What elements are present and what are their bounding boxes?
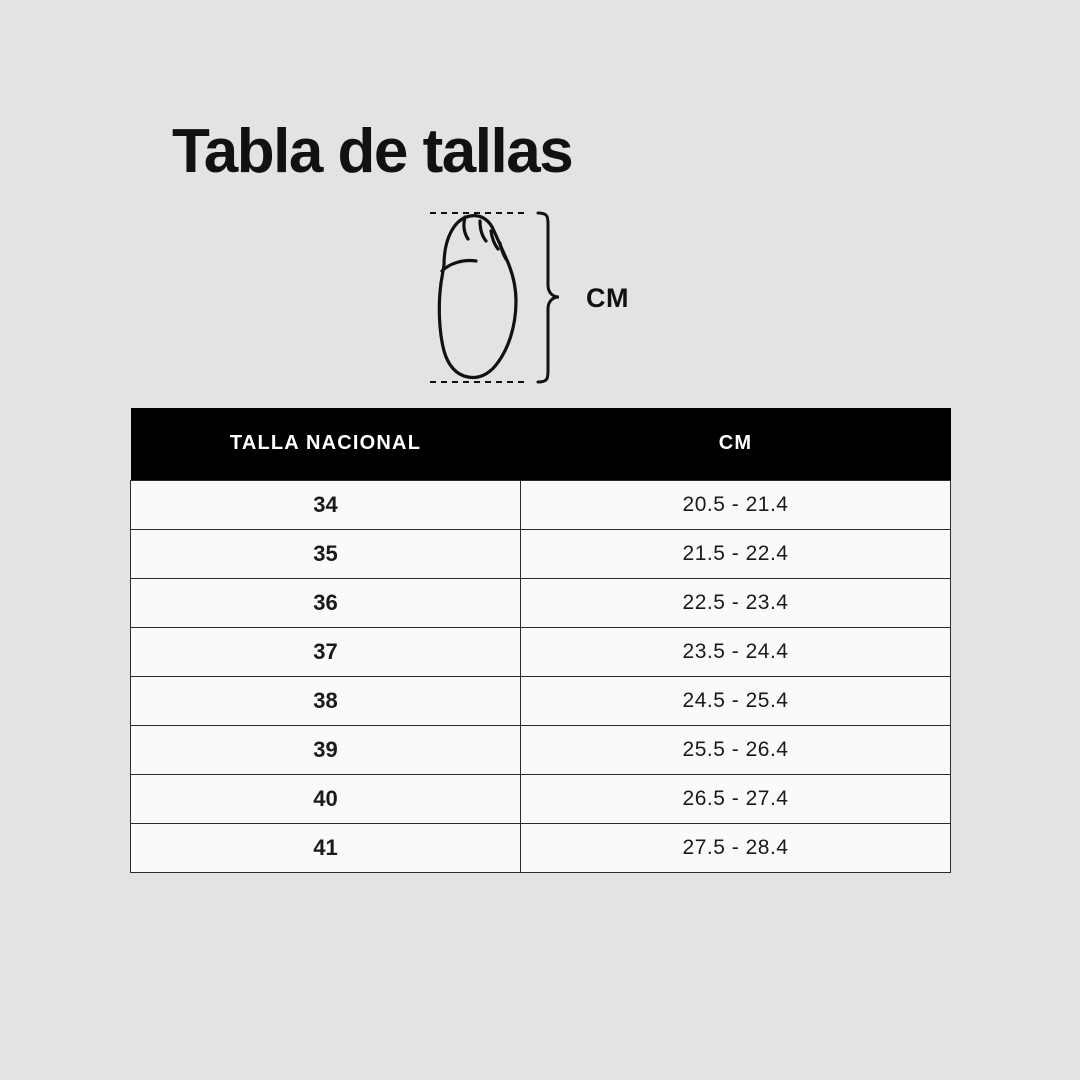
foot-diagram-svg: [420, 205, 680, 390]
table-header-row: [131, 408, 951, 480]
page-title: Tabla de tallas: [172, 117, 573, 186]
cell-cm: 27.5 - 28.4: [521, 823, 951, 872]
cell-talla-nacional: 36: [131, 578, 521, 627]
cell-talla-nacional: 34: [131, 480, 521, 529]
table-row: [131, 725, 951, 774]
size-table: [130, 408, 951, 873]
cell-talla-nacional: 37: [131, 627, 521, 676]
column-header-cm: CM: [521, 408, 951, 480]
foot-sole-icon: [439, 216, 516, 378]
cell-talla-nacional: 35: [131, 529, 521, 578]
cell-talla-nacional: 38: [131, 676, 521, 725]
size-table-body: [131, 480, 951, 872]
cell-cm: 20.5 - 21.4: [521, 480, 951, 529]
size-table-head: [131, 408, 951, 480]
cell-cm: 22.5 - 23.4: [521, 578, 951, 627]
cell-cm: 23.5 - 24.4: [521, 627, 951, 676]
table-row: [131, 774, 951, 823]
cell-cm: 21.5 - 22.4: [521, 529, 951, 578]
cell-cm: 25.5 - 26.4: [521, 725, 951, 774]
table-row: [131, 676, 951, 725]
cell-cm: 24.5 - 25.4: [521, 676, 951, 725]
cell-talla-nacional: 39: [131, 725, 521, 774]
cell-cm: 26.5 - 27.4: [521, 774, 951, 823]
table-row: [131, 480, 951, 529]
table-row: [131, 578, 951, 627]
column-header-talla-nacional: TALLA NACIONAL: [131, 408, 521, 480]
measure-brace-icon: [538, 213, 559, 382]
table-row: [131, 529, 951, 578]
cell-talla-nacional: 40: [131, 774, 521, 823]
foot-measurement-diagram: [420, 205, 680, 390]
table-row: [131, 823, 951, 872]
table-row: [131, 627, 951, 676]
cell-talla-nacional: 41: [131, 823, 521, 872]
cm-measure-label: CM: [586, 283, 629, 313]
